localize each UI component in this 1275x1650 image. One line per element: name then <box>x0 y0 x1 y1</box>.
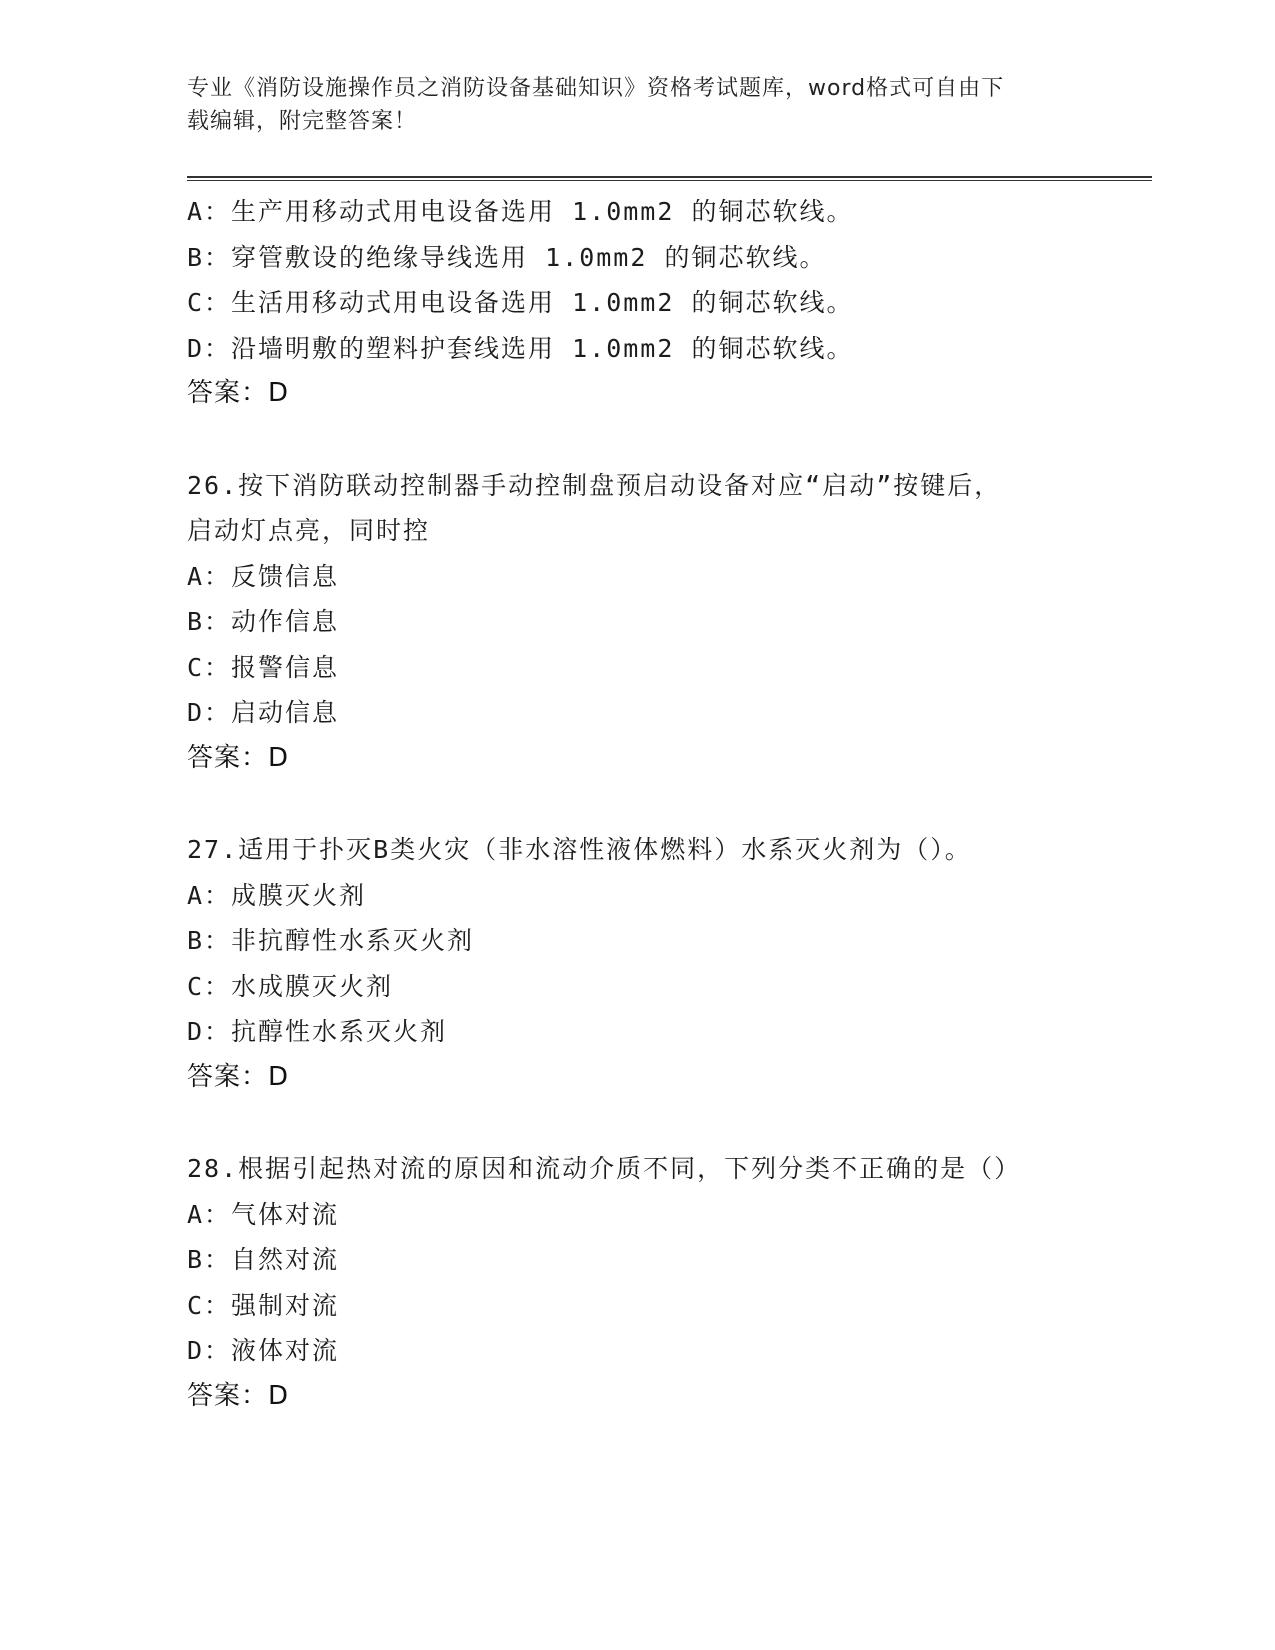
option-b: B：自然对流 <box>187 1245 340 1274</box>
option-c: C：强制对流 <box>187 1290 340 1320</box>
question-26 <box>187 463 1137 782</box>
question-spacer <box>187 1100 1137 1146</box>
option-b: B：动作信息 <box>187 607 340 636</box>
answer-line <box>187 371 1137 417</box>
option-d: D：抗醇性水系灭火剂 <box>187 1017 448 1046</box>
header-divider <box>187 176 1152 181</box>
question-list <box>187 189 1137 1419</box>
answer-value: D <box>268 1380 290 1411</box>
option-c: C：水成膜灭火剂 <box>187 971 394 1001</box>
question-stem <box>187 463 1137 554</box>
answer-value: D <box>268 742 290 773</box>
option-d: D：启动信息 <box>187 698 340 727</box>
answer-label: 答案： <box>187 1380 269 1411</box>
answer-value: D <box>268 1061 290 1092</box>
question-27 <box>187 827 1137 1100</box>
answer-label: 答案： <box>187 742 269 773</box>
question-28 <box>187 1146 1137 1419</box>
option-a: A：反馈信息 <box>187 561 340 591</box>
question-stem-line-1: 26.按下消防联动控制器手动控制盘预启动设备对应“启动”按键后， <box>187 470 1002 500</box>
header-line-2: 载编辑，附完整答案！ <box>187 109 418 134</box>
header-line-1: 专业《消防设施操作员之消防设备基础知识》资格考试题库，word格式可自由下 <box>187 76 1005 101</box>
answer-line <box>187 1055 1137 1101</box>
question-stem: 27.适用于扑灭B类火灾（非水溶性液体燃料）水系灭火剂为（）。 <box>187 835 972 864</box>
answer-value: D <box>268 378 290 408</box>
option-b: B：穿管敷设的绝缘导线选用 1.0mm2 的铜芯软线。 <box>187 242 827 272</box>
option-a: A：气体对流 <box>187 1199 340 1229</box>
option-d: D：液体对流 <box>187 1336 340 1365</box>
question-stem: 28.根据引起热对流的原因和流动介质不同，下列分类不正确的是（） <box>187 1154 1022 1183</box>
document-header <box>187 72 1067 138</box>
option-a: A：成膜灭火剂 <box>187 880 367 910</box>
option-c: C：报警信息 <box>187 652 340 682</box>
question-25 <box>187 189 1137 417</box>
question-stem-line-2: 启动灯点亮，同时控 <box>187 516 431 545</box>
option-b: B：非抗醇性水系灭火剂 <box>187 926 475 955</box>
answer-line <box>187 1374 1137 1420</box>
question-spacer <box>187 781 1137 827</box>
question-spacer <box>187 417 1137 463</box>
option-c: C：生活用移动式用电设备选用 1.0mm2 的铜芯软线。 <box>187 288 854 317</box>
answer-label: 答案： <box>187 1061 269 1092</box>
answer-label: 答案： <box>187 378 269 408</box>
option-a: A：生产用移动式用电设备选用 1.0mm2 的铜芯软线。 <box>187 197 854 226</box>
answer-line <box>187 736 1137 782</box>
option-d: D：沿墙明敷的塑料护套线选用 1.0mm2 的铜芯软线。 <box>187 333 854 363</box>
